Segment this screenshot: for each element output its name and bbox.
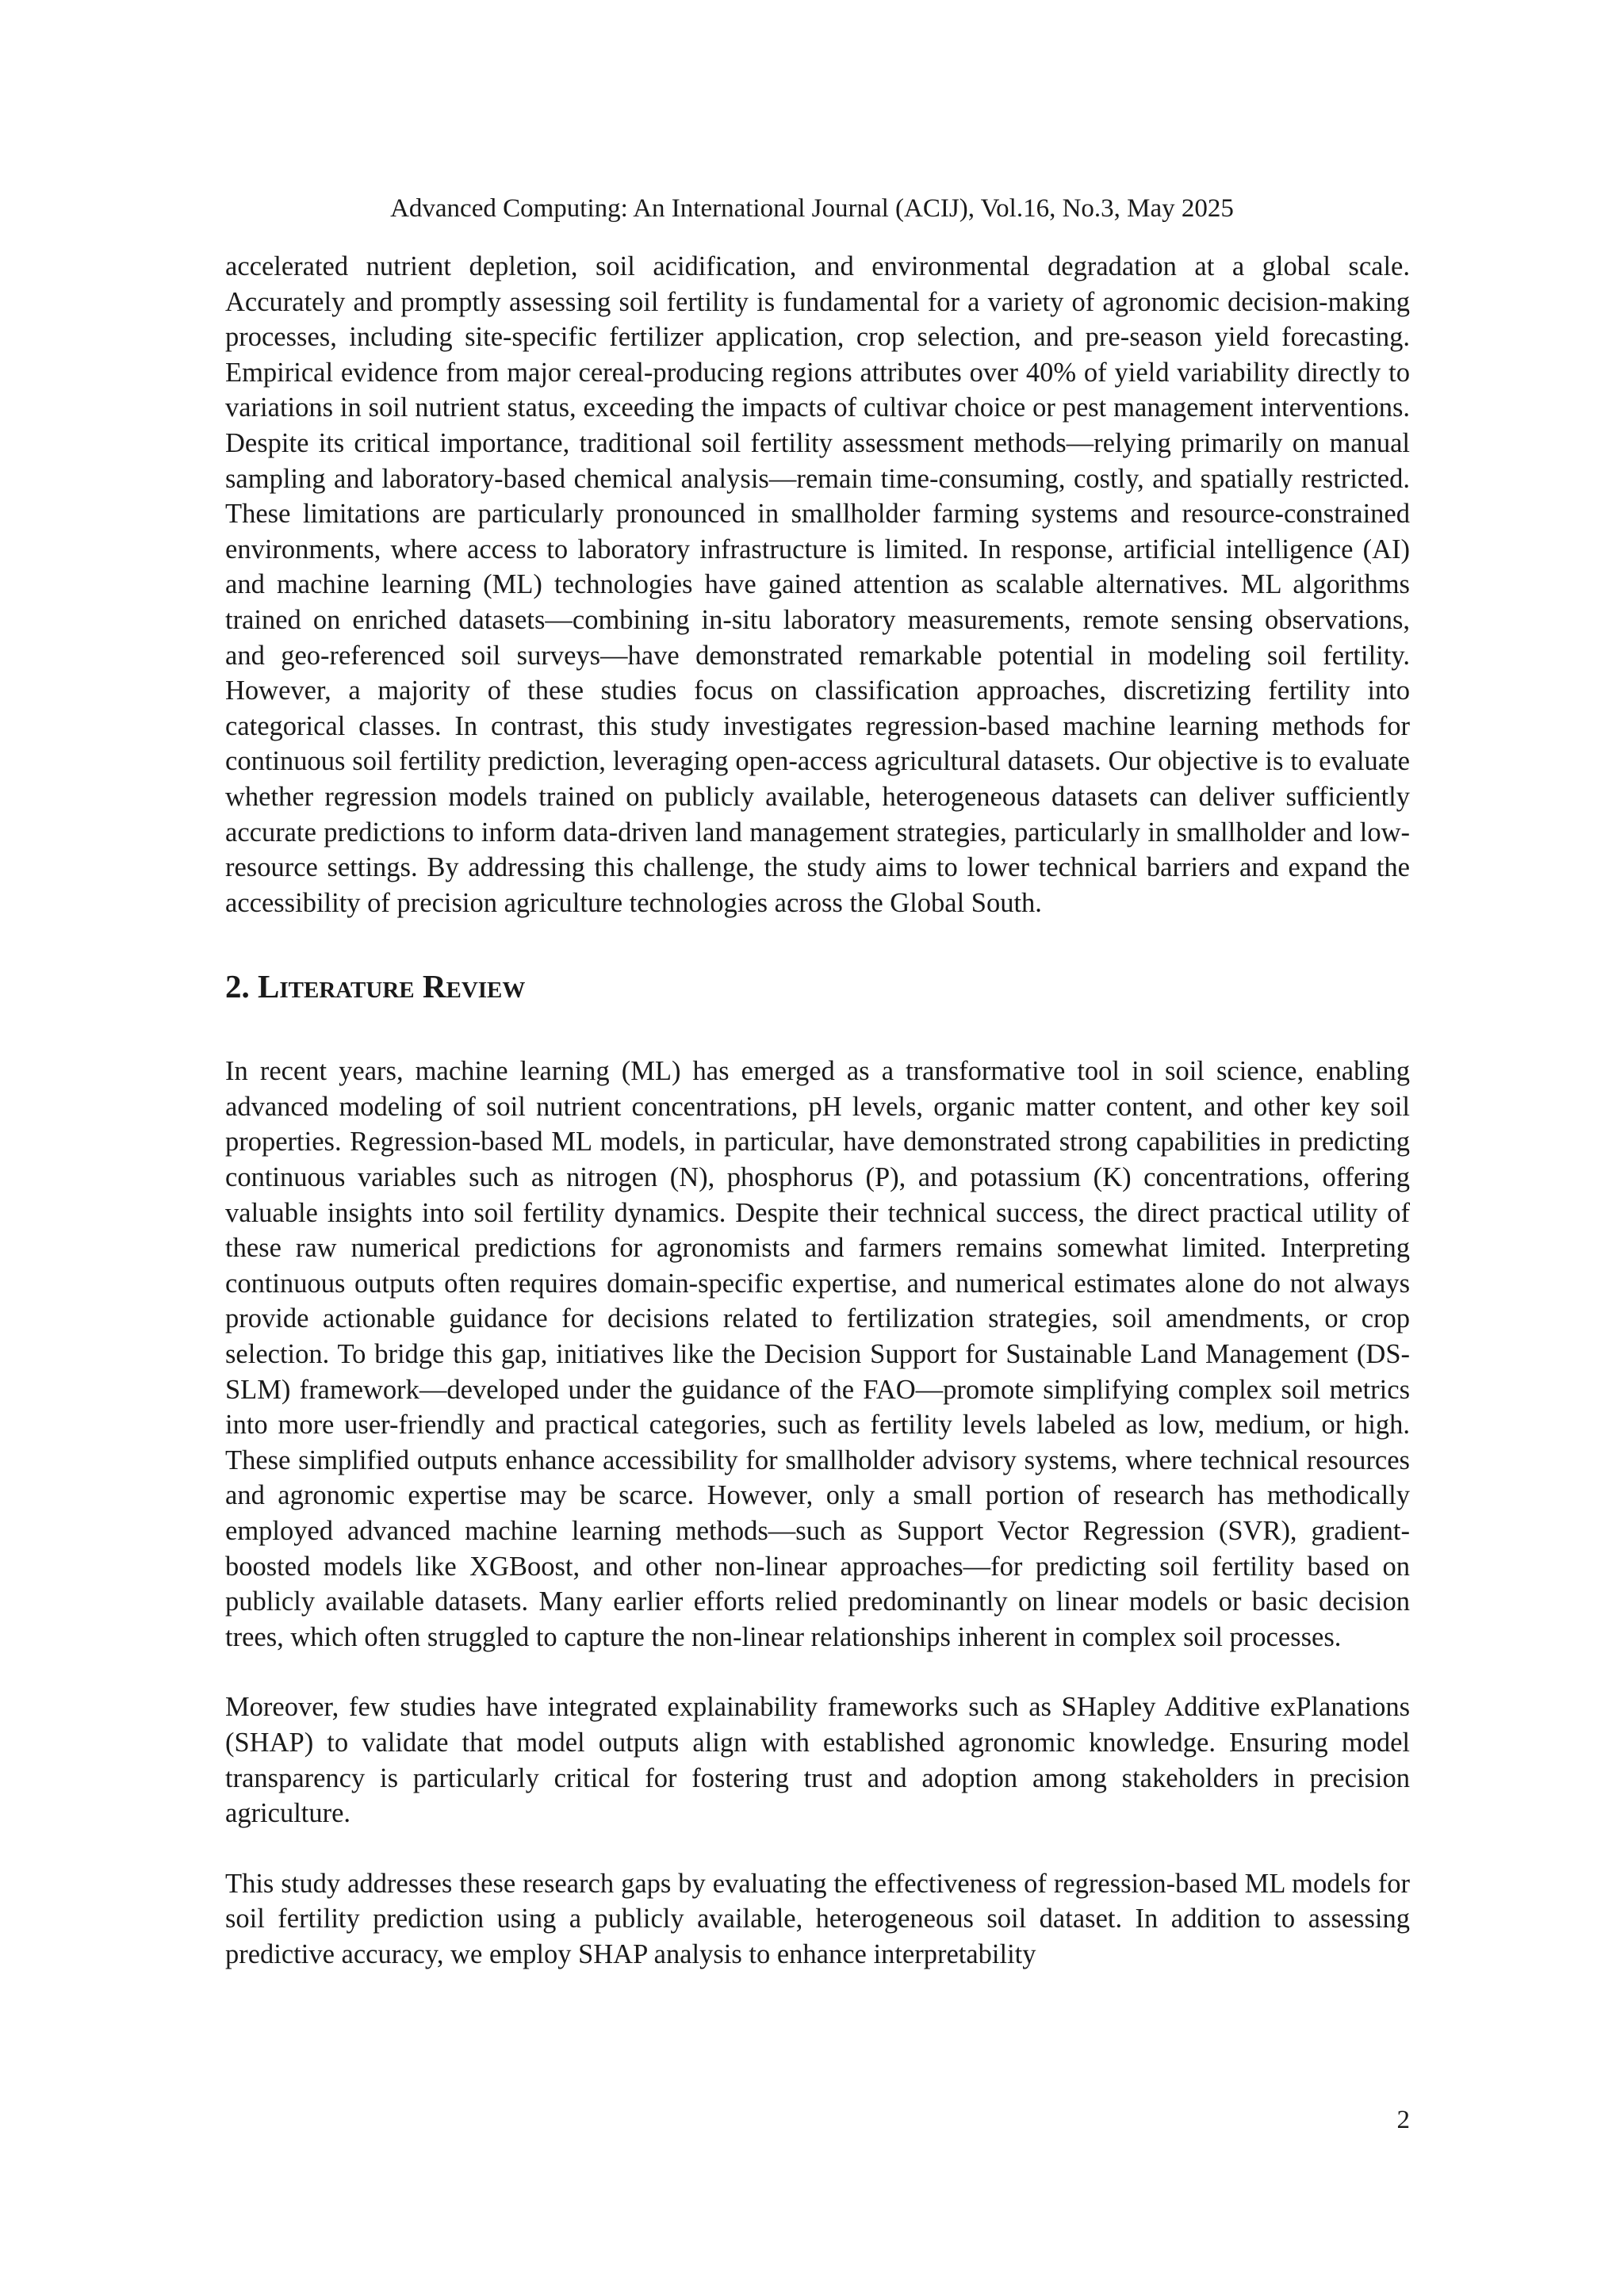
literature-review-paragraph-2: Moreover, few studies have integrated explainability frameworks such as SHapley Additive exPlanations (SHAP) to validate that model outputs align with established agronomic knowledge. Ensuring model transparency is particularly critical for fostering trust and adoption among stakeholders in precision agriculture. (225, 1692, 1410, 1829)
paragraph-spacer (225, 1655, 1410, 1689)
section-heading-literature-review: 2. Literature Review (225, 968, 526, 1005)
page-number: 2 (1396, 2106, 1410, 2134)
literature-review-paragraph-3: This study addresses these research gaps by evaluating the effectiveness of regression-based ML models for soil fertility prediction using a publicly available, heterogeneous soil dataset. In addition to assessing predictive accuracy, we employ SHAP analysis to enhance interpretability (225, 1868, 1410, 1969)
running-header: Advanced Computing: An International Journal (ACIJ), Vol.16, No.3, May 2025 (390, 194, 1234, 223)
paragraph-spacer (225, 1831, 1410, 1866)
intro-continued-paragraph: accelerated nutrient depletion, soil acidification, and environmental degradation at a global scale. Accurately and promptly assessing soil fertility is fundamental for a variety of agronomic decision-making processes, including site-specific fertilizer application, crop selection, and pre-season yield forecasting. Empirical evidence from major cereal-producing regions attributes over 40% of yield variability directly to variations in soil nutrient status, exceeding the impacts of cultivar choice or pest management interventions. Despite its critical importance, traditional soil fertility assessment methods—relying primarily on manual sampling and laboratory-based chemical analysis—remain time-consuming, costly, and spatially restricted. These limitations are particularly pronounced in smallholder farming systems and resource-constrained environments, where access to laboratory infrastructure is limited. In response, artificial intelligence (AI) and machine learning (ML) technologies have gained attention as scalable alternatives. ML algorithms trained on enriched datasets—combining in-situ laboratory measurements, remote sensing observations, and geo-referenced soil surveys—have demonstrated remarkable potential in modeling soil fertility. However, a majority of these studies focus on classification approaches, discretizing fertility into categorical classes. In contrast, this study investigates regression-based machine learning methods for continuous soil fertility prediction, leveraging open-access agricultural datasets. Our objective is to evaluate whether regression models trained on publicly available, heterogeneous datasets can deliver sufficiently accurate predictions to inform data-driven land management strategies, particularly in smallholder and low-resource settings. By addressing this challenge, the study aims to lower technical barriers and expand the accessibility of precision agriculture technologies across the Global South. (225, 251, 1410, 918)
page-body (225, 249, 1410, 1973)
literature-review-paragraph-1: In recent years, machine learning (ML) has emerged as a transformative tool in soil science, enabling advanced modeling of soil nutrient concentrations, pH levels, organic matter content, and other key soil properties. Regression-based ML models, in particular, have demonstrated strong capabilities in predicting continuous variables such as nitrogen (N), phosphorus (P), and potassium (K) concentrations, offering valuable insights into soil fertility dynamics. Despite their technical success, the direct practical utility of these raw numerical predictions for agronomists and farmers remains somewhat limited. Interpreting continuous outputs often requires domain-specific expertise, and numerical estimates alone do not always provide actionable guidance for decisions related to fertilization strategies, soil amendments, or crop selection. To bridge this gap, initiatives like the Decision Support for Sustainable Land Management (DS-SLM) framework—developed under the guidance of the FAO—promote simplifying complex soil metrics into more user-friendly and practical categories, such as fertility levels labeled as low, medium, or high. These simplified outputs enhance accessibility for smallholder advisory systems, where technical resources and agronomic expertise may be scarce. However, only a small portion of research has methodically employed advanced machine learning methods—such as Support Vector Regression (SVR), gradient-boosted models like XGBoost, and other non-linear approaches—for predicting soil fertility based on publicly available datasets. Many earlier efforts relied predominantly on linear models or basic decision trees, which often struggled to capture the non-linear relationships inherent in complex soil processes. (225, 1056, 1410, 1652)
